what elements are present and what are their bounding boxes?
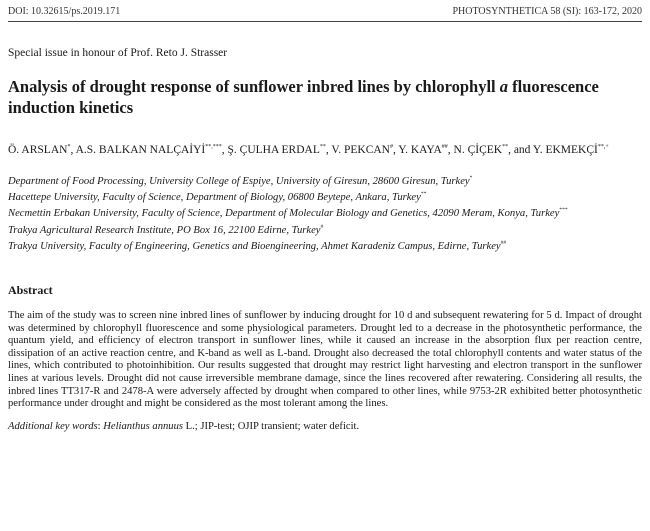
keywords: Additional key words: Helianthus annuus L.; JIP-test; OJIP transient; water deficit.: [8, 420, 360, 432]
author-affiliation-mark: *: [67, 144, 71, 150]
affiliation-list: [8, 172, 642, 253]
affiliation: Trakya University, Faculty of Engineering, Genetics and Bioengineering, Ahmet Karadeniz Campus, Edirne, Turkey##: [8, 239, 507, 252]
paper-page: [8, 6, 642, 433]
author-affiliation-mark: ##: [441, 144, 448, 150]
keywords-rest: L.; JIP-test; OJIP transient; water deficit.: [183, 420, 360, 432]
running-header: [8, 6, 642, 18]
author-name: Y. EKMEKÇİ: [532, 144, 598, 156]
affiliation: Necmettin Erbakan University, Faculty of Science, Department of Molecular Biology and Genetics, 42090 Meram, Konya, Turkey***: [8, 207, 568, 220]
doi[interactable]: DOI: 10.32615/ps.2019.171: [8, 6, 121, 17]
abstract-heading: Abstract: [8, 283, 53, 298]
special-issue-note: Special issue in honour of Prof. Reto J. Strasser: [8, 47, 228, 59]
title-rest: fluorescence induction kinetics: [8, 77, 599, 117]
article-title: [8, 76, 642, 118]
author-name: V. PEKCAN: [331, 144, 390, 156]
title-main: Analysis of drought response of sunflower inbred lines by chlorophyll: [8, 77, 500, 96]
author-name: Y. KAYA: [398, 144, 442, 156]
keywords-label: Additional key words: [8, 420, 98, 432]
header-rule: [8, 21, 642, 22]
author-affiliation-mark: #: [389, 144, 393, 150]
affiliation: Department of Food Processing, University College of Espiye, University of Giresun, 28600 Giresun, Turkey*: [8, 175, 473, 187]
author-name: A.S. BALKAN NALÇAİYİ: [75, 144, 206, 156]
affiliation: Trakya Agricultural Research Institute, PO Box 16, 22100 Edirne, Turkey#: [8, 223, 324, 236]
keywords-species: Helianthus annuus: [103, 420, 183, 432]
affiliation: Hacettepe University, Faculty of Science, Department of Biology, 06800 Beytepe, Ankara, Turkey**: [8, 191, 427, 204]
journal-citation: PHOTOSYNTHETICA 58 (SI): 163-172, 2020: [452, 6, 642, 17]
author-affiliation-mark: **,***: [205, 144, 222, 150]
author-affiliation-mark: **: [502, 144, 509, 150]
title-italic: a: [499, 77, 508, 96]
author-name: Ö. ARSLAN: [8, 144, 68, 156]
abstract-text: The aim of the study was to screen nine inbred lines of sunflower by inducing drought for 10 d and subsequent rewatering for 5 d. Impact of drought was determined by chlorophyll fluorescence and some physiological parameters. Drought led to a decrease in the photosynthetic performance, the quantum yield, and efficiency of electron transport in sunflower lines, while it caused an increase in the absorption flux per reaction centre, dissipation of an active reaction centre, and K-band as well as L-band. Drought also decreased the total chlorophyll contents and water status of the lines, which contributed to photoinhibition. Our results suggested that drought may restrict light harvesting and electron transport in the sunflower lines at various levels. Drought did not cause irreversible membrane damage, since the lines recovered after rewatering. Considering all results, the inbred lines TT317-R and 2478-A were adversely affected by drought when compared to other lines, while 9753-2R exhibited better photosynthetic performance under drought and might be considered as the most tolerant among the lines.: [8, 310, 642, 410]
author-name: Ş. ÇULHA ERDAL: [227, 144, 320, 156]
author-affiliation-mark: **,+: [597, 144, 609, 150]
author-name: N. ÇİÇEK: [453, 144, 503, 156]
author-list: Ö. ARSLAN*, A.S. BALKAN NALÇAİYİ**,***, Ş. ÇULHA ERDAL**, V. PEKCAN#, Y. KAYA##, N. ÇİÇEK**, and Y. EKMEKÇİ**,+: [8, 144, 609, 156]
author-affiliation-mark: **: [319, 144, 326, 150]
